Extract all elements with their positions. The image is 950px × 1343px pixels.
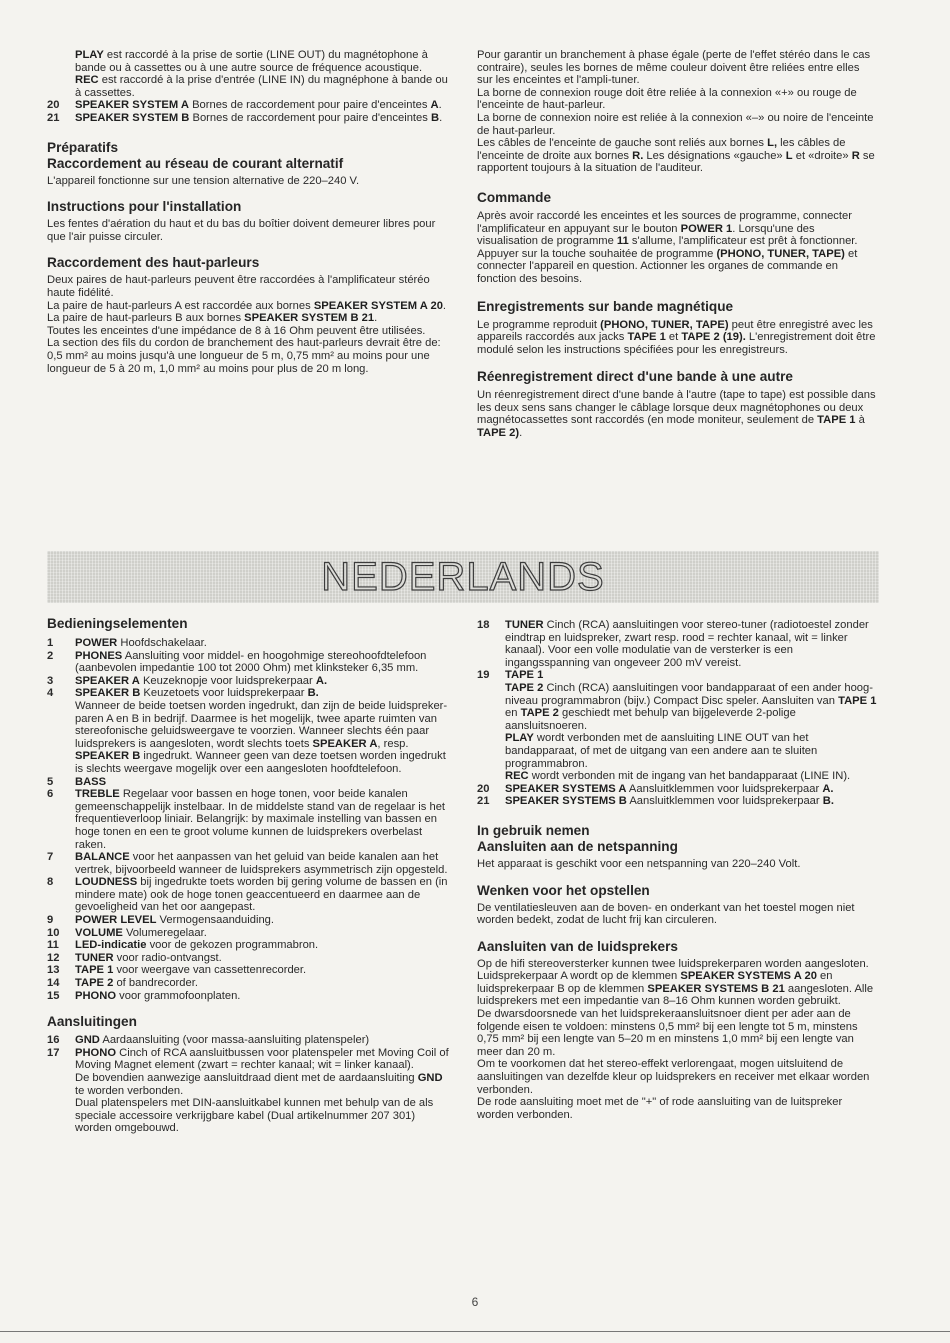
fr-noire-paragraph: La borne de connexion noire est reliée à la connexion «–» ou noire de l'enceinte de haut-parleur. [477, 111, 874, 137]
nl-item-4: 4 SPEAKER B Keuzetoets voor luidsprekerpaar B. [47, 687, 319, 700]
fr-item-21: 21 SPEAKER SYSTEM B Bornes de raccordement pour paire d'enceintes B. [47, 111, 443, 124]
fr-item-20: 20 SPEAKER SYSTEM A Bornes de raccordement pour paire d'enceintes A. [47, 99, 442, 112]
fr-fentes-paragraph: Les fentes d'aération du haut et du bas du boîtier doivent demeurer libres pour que l'air puisse circuler. [47, 218, 436, 243]
fr-impedance-paragraph: Toutes les enceintes d'une impédance de 8 à 16 Ohm peuvent être utilisées. [47, 324, 426, 337]
nl-item-16: 16 GND Aardaansluiting (voor massa-aansluiting platenspeler) [47, 1034, 370, 1047]
nl-stereo-paragraph: Om te voorkomen dat het stereo-effekt verlorengaat, mogen uitsluitend de aansluitingen van dezelfde kleur op luidsprekers en receiver met elkaar worden verbonden. [477, 1058, 870, 1096]
nl-play-paragraph: PLAY wordt verbonden met de aansluiting LINE OUT van het bandapparaat, of met de uitgang van een andere aan te sluiten programmabron. [505, 732, 818, 770]
nl-heading-aansluitingen: Aansluitingen [47, 1014, 137, 1030]
nl-controls-list-b [47, 776, 452, 1003]
nl-left-column [47, 616, 452, 1135]
nl-heading-netspanning: Aansluiten aan de netspanning [477, 838, 678, 854]
fr-reenregistrement-paragraph: Un réenregistrement direct d'une bande à l'autre (tape to tape) est possible dans les deux sens sans changer le câblage lorsque deux magnétophones ou deux magnétocassettes sont raccordés (en mode moniteur, seulement de TAPE 1 à TAPE 2). [477, 389, 876, 440]
page-number: 6 [471, 1295, 479, 1309]
nl-rec-paragraph: REC wordt verbonden mit de ingang van het bandapparaat (LINE IN). [505, 770, 851, 783]
nl-hifi-paragraph: Op de hifi stereoversterker kunnen twee luidsprekerparen worden aangesloten. [477, 957, 869, 970]
fr-commande-paragraph: Après avoir raccordé les enceintes et les sources de programme, connecter l'amplificateur en appuyant sur le bouton POWER 1. Lorsqu'une des visualisation de programme 11 s'allume, l'amplificateur est prêt à fonctionner. Appuyer sur la touche souhaitée de programme (PHONO, TUNER, TAPE) et connecter l'appareil en question. Actionner les organes de commande en fonction des besoins. [477, 209, 858, 285]
nl-item-21: 21 SPEAKER SYSTEMS B Aansluitklemmen voor luidsprekerpaar B. [477, 795, 834, 808]
nl-item-3: 3 SPEAKER A Keuzeknopje voor luidsprekerpaar A. [47, 674, 328, 687]
fr-enregistrements-paragraph: Le programme reproduit (PHONO, TUNER, TAPE) peut être enregistré avec les appareils raccordés aux jacks TAPE 1 et TAPE 2 (19). L'enregistrement doit être modulé selon les instructions spécifiées pour les enregistreurs. [477, 318, 876, 356]
nl-bovendien-paragraph: De bovendien aanwezige aansluitdraad dient met de aardaansluiting GND te worden verbonden. [75, 1072, 443, 1097]
nl-dual-paragraph: Dual platenspelers met DIN-aansluitkabel kunnen met behulp van de als speciale accessoire verkrijgbare kabel (Dual artikelnummer 207 301) worden omgebouwd. [75, 1097, 434, 1135]
fr-left-column [47, 49, 449, 375]
nl-heading-luidsprekers: Aansluiten van de luidsprekers [477, 938, 678, 954]
fr-cables-paragraph: Les câbles de l'enceinte de gauche sont reliés aux bornes L, les câbles de l'enceinte de droite aux bornes R. Les désignations «gauche» L et «droite» R se rapportent toujours à la situation de l'auditeur. [477, 137, 875, 175]
nl-item-2: 2 PHONES Aansluiting voor middel- en hoogohmige stereohoofdtelefoon (aanbevolen impedantie 100 tot 2000 Ohm) met klinksteker 6,35 mm. [47, 649, 427, 675]
nl-heading-wenken: Wenken voor het opstellen [477, 882, 650, 898]
nl-item-6: 6 TREBLE Regelaar voor bassen en hoge tonen, voor beide kanalen gemeenschappelijk instelbaar. In de middelste stand van de regelaar is het frequentieverloop liniair. Belangrijk: by maximale instelling van bassen en hoge tonen en een te groot volume kunnen de luidsprekers overbelast raken. [47, 788, 446, 851]
fr-rouge-paragraph: La borne de connexion rouge doit être reliée à la connexion «+» ou rouge de l'enceinte de haut-parleur. [477, 86, 857, 112]
nl-netspanning-paragraph: Het apparaat is geschikt voor een netspanning van 220–240 Volt. [477, 857, 801, 870]
nl-tape2-paragraph: TAPE 2 Cinch (RCA) aansluitingen voor bandapparaat of een ander hoog-niveau programmabron (bijv.) Compact Disc speler. Aansluiten van TAPE 1 en TAPE 2 geschiedt met behulp van bijgeleverde 2-polige aansluitsnoeren. [505, 681, 877, 732]
nl-item-20: 20 SPEAKER SYSTEMS A Aansluitklemmen voor luidsprekerpaar A. [477, 782, 834, 795]
nl-item-11: 11 LED-indicatie voor de gekozen programmabron. [47, 939, 319, 952]
nl-connectors-list [47, 1034, 452, 1072]
fr-rec-paragraph: REC est raccordé à la prise d'entrée (LINE IN) du magnéphone à bande ou à cassettes. [75, 74, 448, 99]
nl-item-14: 14 TAPE 2 of bandrecorder. [47, 977, 198, 990]
nl-rode-paragraph: De rode aansluiting moet met de "+" of rode aansluiting van de luitspreker worden verbonden. [477, 1096, 843, 1121]
nl-item-13: 13 TAPE 1 voor weergave van cassettenrecorder. [47, 964, 307, 977]
fr-heading-raccordement-reseau: Raccordement au réseau de courant alternatif [47, 155, 344, 171]
nl-item-18: 18 TUNER Cinch (RCA) aansluitingen voor stereo-tuner (radiotoestel zonder eindtrap en luidspreker, zwart resp. rood = rechter kanaal, wit = linker kanaal). Voor een volle modulatie van de versterker is een ingangsspanning van ongeveer 200 mV vereist. [477, 619, 869, 669]
nl-wenken-paragraph: De ventilatiesleuven aan de boven- en onderkant van het toestel mogen niet worden bedekt, zodat de lucht frij kan circuleren. [477, 901, 855, 927]
fr-heading-instructions: Instructions pour l'installation [47, 199, 242, 215]
nl-item-17: 17 PHONO Cinch of RCA aansluitbussen voor platenspeler met Moving Coil of Moving Magnet element (zwart = rechter kanaal; wit = linker kanaal). [47, 1046, 449, 1072]
bottom-rule [0, 1331, 950, 1332]
nl-item-15: 15 PHONO voor grammofoonplaten. [47, 989, 241, 1002]
fr-heading-reenregistrement: Réenregistrement direct d'une bande à une autre [477, 369, 793, 385]
nl-paar-a-paragraph: Luidsprekerpaar A wordt op de klemmen SPEAKER SYSTEMS A 20 en luidsprekerpaar B op de klemmen SPEAKER SYSTEMS B 21 aangesloten. Alle luidsprekers met een impedantie van 8–16 Ohm kunnen worden gebruikt. [477, 970, 874, 1008]
nl-heading-bedieningselementen: Bedieningselementen [47, 616, 188, 631]
fr-right-column [477, 49, 877, 440]
fr-play-paragraph: PLAY est raccordé à la prise de sortie (LINE OUT) du magnétophone à bande ou à cassettes ou à une autre source de fréquence acoustique. [75, 49, 428, 74]
nl-heading-gebruik: In gebruik nemen [477, 822, 590, 838]
fr-paire-b-paragraph: La paire de haut-parleurs B aux bornes SPEAKER SYSTEM B 21. [47, 312, 378, 325]
fr-section-paragraph: La section des fils du cordon de branchement des haut-parleurs devrait être de: 0,5 mm² au moins jusqu'à une longueur de 5 m, 0,75 mm² au moins pour une longueur de 5 à 20 m, 1,0 mm² au moins pour plus de 20 m long. [47, 337, 441, 375]
fr-tension-paragraph: L'appareil fonctionne sur une tension alternative de 220–240 V. [47, 174, 360, 187]
nl-item-1: 1 POWER Hoofdschakelaar. [47, 637, 207, 649]
nl-item-5: 5 BASS [47, 775, 107, 788]
nl-item-9: 9 POWER LEVEL Vermogensaanduiding. [47, 914, 274, 927]
nl-controls-list-a [47, 637, 452, 700]
nl-dwarsdoorsnede-paragraph: De dwarsdoorsnede van het luidsprekeraansluitsnoer dient per ader aan de folgende eisen te voldoen: minstens 0,5 mm² bij een lengte tot 5 m, minstens 0,75 mm² bij een lengte van 5–20 m en minstens 1,0 mm² bij een lengte van meer dan 20 m. [477, 1008, 858, 1058]
fr-heading-hautparleurs: Raccordement des haut-parleurs [47, 255, 260, 271]
banner-title: NEDERLANDS [321, 555, 605, 599]
fr-paire-a-paragraph: La paire de haut-parleurs A est raccordée aux bornes SPEAKER SYSTEM A 20. [47, 299, 447, 312]
nl-item-12: 12 TUNER voor radio-ontvangst. [47, 951, 222, 964]
nl-wanneer-paragraph: Wanneer de beide toetsen worden ingedrukt, dan zijn de beide luidspreker-paren A en B in bedrijf. Daarmee is het mogelijk, twee aparte ruimten van stereofonische geluidsweergave te voorzien. Wanneer slechts één paar luidsprekers is aangesloten, wordt slechts toets SPEAKER A, resp. SPEAKER B ingedrukt. Wanneer geen van deze toetsen worden ingedrukt is slechts weergave mogelijk over een aangesloten hoofdtelefoon. [75, 699, 448, 775]
fr-heading-preparatifs: Préparatifs [47, 139, 119, 155]
fr-heading-enregistrements: Enregistrements sur bande magnétique [477, 298, 734, 314]
language-banner [47, 551, 879, 603]
nl-item-19: 19 TAPE 1 [477, 669, 544, 682]
fr-heading-commande: Commande [477, 189, 552, 205]
fr-phase-paragraph: Pour garantir un branchement à phase égale (perte de l'effet stéréo dans le cas contraire), seules les bornes de même couleur doivent être reliées entre elles sur les enceintes et l'ampli-tuner. [477, 49, 871, 87]
nl-item-8: 8 LOUDNESS bij ingedrukte toets worden bij gering volume de bassen en (in mindere mate) ook de hoge tonen geaccentueerd en daarmee aan de gevoeligheid van het oor aangepast. [47, 876, 448, 914]
nl-right-column [477, 619, 879, 1121]
nl-item-10: 10 VOLUME Volumeregelaar. [47, 926, 207, 939]
fr-deux-paires-paragraph: Deux paires de haut-parleurs peuvent être raccordées à l'amplificateur stéréo haute fidélité. [47, 274, 430, 299]
nl-item-7: 7 BALANCE voor het aanpassen van het geluid van beide kanalen aan het vertrek, bijvoorbeeld wanneer de luidsprekers asymmetrisch zijn opgesteld. [47, 851, 448, 876]
